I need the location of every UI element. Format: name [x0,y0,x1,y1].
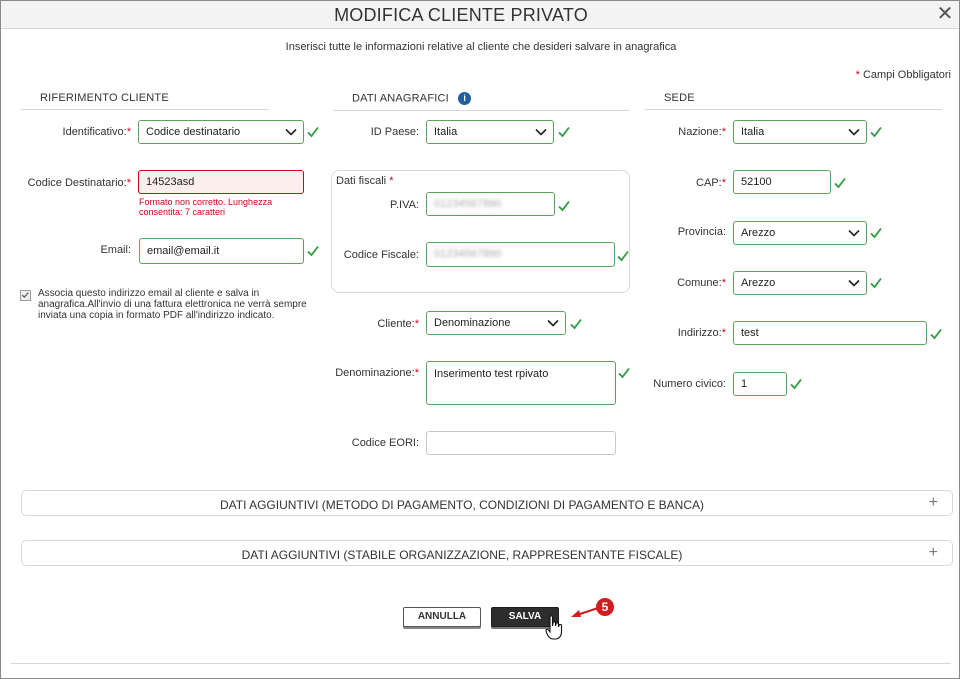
associa-email-text: Associa questo indirizzo email al cliente e salva in anagrafica.All'invio di una fattura elettronica ne verrà sempre inviata una copia in formato PDF all'indirizzo indicato. [38,288,307,321]
valid-check-icon [617,366,631,380]
expand-plus-icon[interactable]: + [928,544,938,561]
valid-check-icon [306,244,320,258]
id-paese-label: ID Paese: [370,126,419,138]
expand-plus-icon[interactable]: + [928,494,938,511]
dati-fiscali-box [331,170,630,293]
chevron-down-icon [848,227,860,239]
cap-label: CAP:* [696,177,726,189]
dati-fiscali-label: Dati fiscali * [336,175,394,187]
email-input[interactable]: email@email.it [139,238,304,264]
numero-civico-input[interactable]: 1 [733,372,787,396]
codice-eori-input[interactable] [426,431,616,455]
codice-fiscale-input[interactable]: 01234567890 [426,242,615,267]
identificativo-select[interactable]: Codice destinatario [138,120,304,144]
valid-check-icon [557,125,571,139]
cancel-button[interactable]: ANNULLA [403,607,481,627]
section-sede: SEDE [645,92,942,110]
codice-eori-label: Codice EORI: [351,437,419,449]
associa-email-checkbox[interactable] [20,290,31,301]
provincia-select[interactable]: Arezzo [733,221,867,245]
piva-label: P.IVA: [390,199,419,211]
step-badge: 5 [596,598,614,616]
required-fields-note: * Campi Obbligatori [855,69,951,81]
cliente-label: Cliente:* [377,318,419,330]
comune-label: Comune:* [677,277,726,289]
section-riferimento-cliente: RIFERIMENTO CLIENTE [21,92,269,110]
valid-check-icon [869,226,883,240]
info-icon[interactable]: i [458,92,471,105]
section-dati-anagrafici: DATI ANAGRAFICI i [333,92,629,111]
valid-check-icon [833,176,847,190]
denominazione-textarea[interactable]: Inserimento test rpivato [426,361,616,405]
valid-check-icon [557,199,571,213]
chevron-down-icon [547,317,559,329]
dialog-subtitle: Inserisci tutte le informazioni relative al cliente che desideri salvare in anagrafica [285,41,677,53]
accordion-pagamento-banca[interactable] [21,490,953,516]
chevron-down-icon [848,277,860,289]
nazione-select[interactable]: Italia [733,120,867,144]
indirizzo-label: Indirizzo:* [677,327,726,339]
valid-check-icon [869,125,883,139]
valid-check-icon [869,276,883,290]
accordion-title: DATI AGGIUNTIVI (METODO DI PAGAMENTO, CONDIZIONI DI PAGAMENTO E BANCA) [219,498,705,512]
nazione-label: Nazione:* [678,126,726,138]
accordion-title: DATI AGGIUNTIVI (STABILE ORGANIZZAZIONE, RAPPRESENTANTE FISCALE) [241,548,683,562]
identificativo-label: Identificativo:* [62,126,131,138]
title-bar [1,1,959,29]
chevron-down-icon [848,126,860,138]
hand-cursor-icon [545,615,563,641]
close-button[interactable] [933,3,957,27]
codice-fiscale-label: Codice Fiscale: [343,249,419,261]
valid-check-icon [789,377,803,391]
provincia-label: Provincia: [677,226,726,238]
piva-input[interactable]: 01234567890 [426,192,555,216]
numero-civico-label: Numero civico: [653,378,726,390]
comune-select[interactable]: Arezzo [733,271,867,295]
valid-check-icon [929,327,943,341]
red-arrow-icon [569,605,599,619]
codice-destinatario-error: Formato non corretto. Lunghezza consentita: 7 caratteri [139,197,273,217]
denominazione-label: Denominazione:* [335,367,419,379]
email-label: Email: [100,244,131,256]
codice-destinatario-label: Codice Destinatario:* [27,177,131,189]
valid-check-icon [569,317,583,331]
valid-check-icon [306,125,320,139]
dialog-title: MODIFICA CLIENTE PRIVATO [334,5,588,25]
id-paese-select[interactable]: Italia [426,120,554,144]
checkmark-icon [21,291,30,300]
save-button[interactable]: SALVA [491,607,559,627]
chevron-down-icon [285,126,297,138]
cliente-select[interactable]: Denominazione [426,311,566,335]
cap-input[interactable]: 52100 [733,170,831,194]
footer-divider [11,663,951,664]
accordion-stabile-organizzazione[interactable] [21,540,953,566]
codice-destinatario-input[interactable]: 14523asd [138,170,304,194]
chevron-down-icon [535,126,547,138]
valid-check-icon [616,249,630,263]
indirizzo-input[interactable]: test [733,321,927,345]
close-icon: ✕ [936,3,954,25]
